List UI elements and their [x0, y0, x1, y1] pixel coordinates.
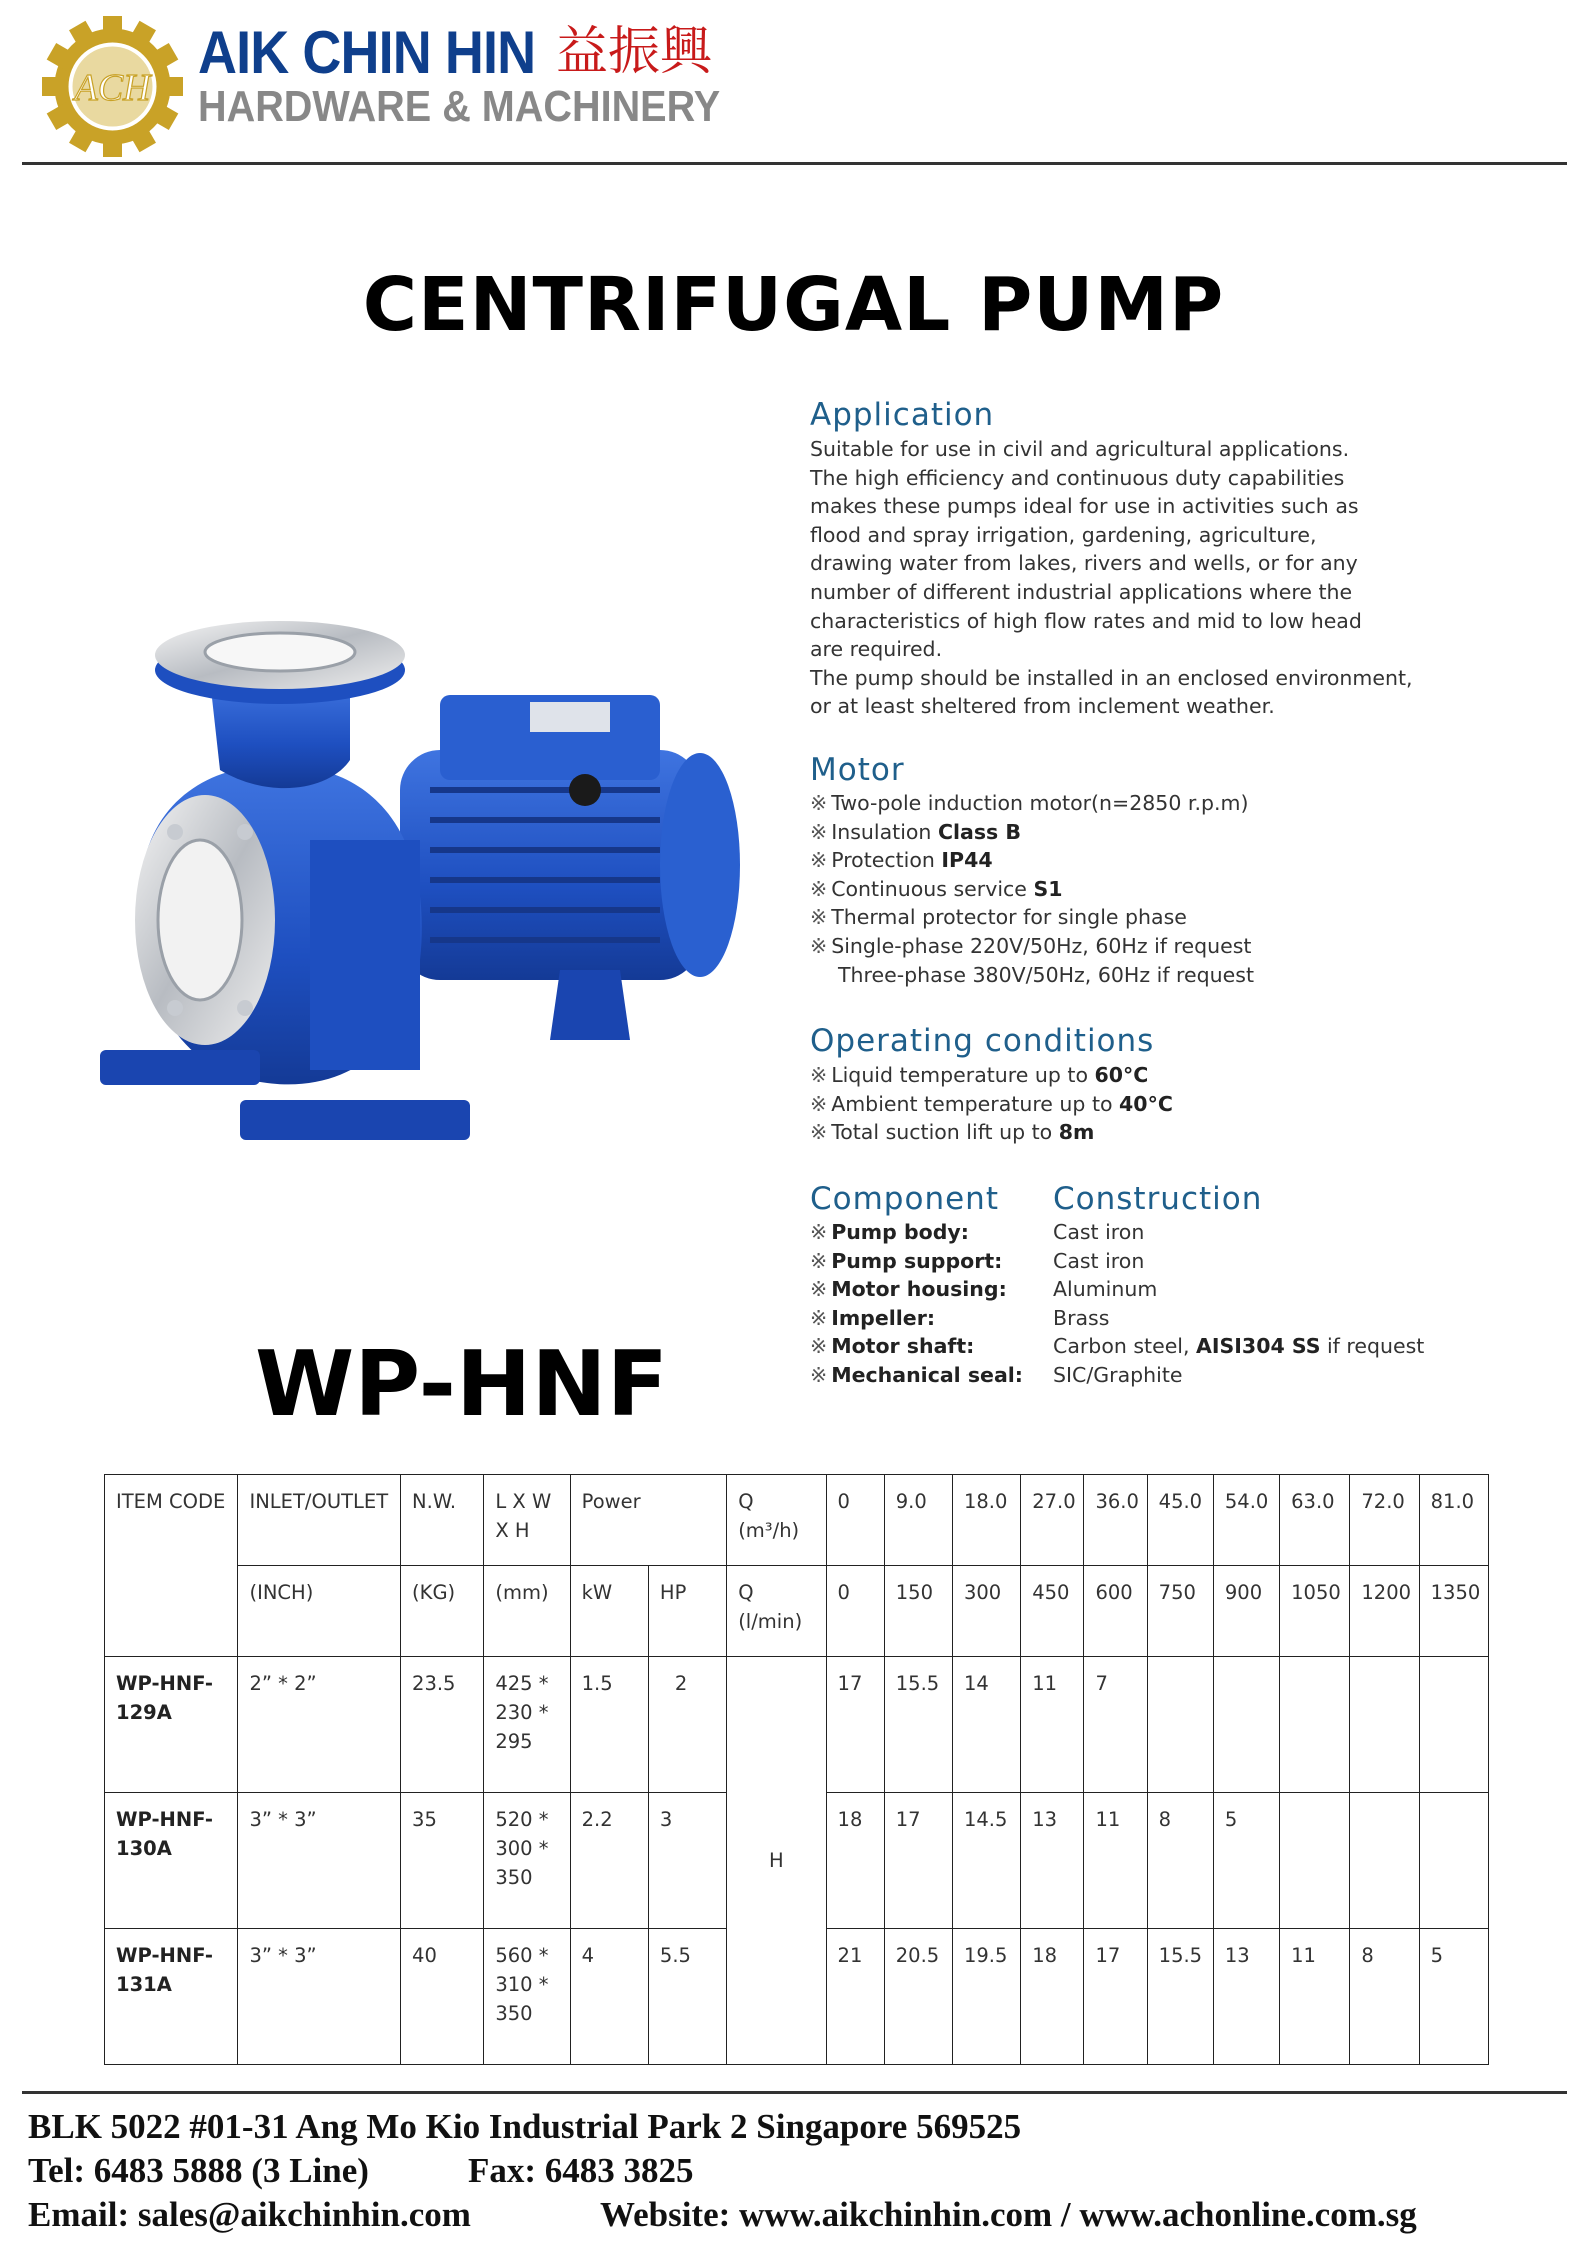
footer-tel: Tel: 6483 5888 (3 Line): [28, 2151, 369, 2190]
list-item: Brass: [1053, 1305, 1110, 1330]
hp-cell: 2: [648, 1657, 726, 1793]
head-value-cell: 11: [1280, 1929, 1350, 2065]
table-header-cell: Power: [570, 1475, 727, 1566]
reference-mark-icon: ※: [810, 1120, 828, 1145]
application-line: makes these pumps ideal for use in activities such as: [810, 494, 1359, 519]
inlet-cell: 3” * 3”: [238, 1929, 401, 2065]
head-value-cell: [1419, 1657, 1488, 1793]
head-value-cell: [1350, 1657, 1419, 1793]
head-value-cell: 13: [1213, 1929, 1279, 2065]
flow-m3h-cell: 18.0: [952, 1475, 1020, 1566]
logo-text: ACH: [74, 67, 151, 109]
footer-divider: [22, 2091, 1567, 2094]
head-value-cell: 8: [1147, 1793, 1213, 1929]
list-item: ※ Mechanical seal:: [810, 1362, 1024, 1387]
footer-website: Website: www.aikchinhin.com / www.achonline.com.sg: [600, 2195, 1417, 2234]
weight-cell: 40: [401, 1929, 484, 2065]
list-item: ※ Impeller:: [810, 1305, 936, 1330]
brand-cjk-name: 益振興: [556, 22, 713, 82]
component-heading: Component: [810, 1181, 999, 1217]
flow-m3h-cell: 72.0: [1350, 1475, 1419, 1566]
flow-m3h-cell: 9.0: [884, 1475, 952, 1566]
list-item: Aluminum: [1053, 1277, 1158, 1302]
table-unit-cell: kW: [570, 1566, 648, 1657]
head-value-cell: 18: [826, 1793, 884, 1929]
table-header-cell: INLET/OUTLET: [238, 1475, 401, 1566]
table-header-cell: ITEM CODE: [105, 1475, 238, 1657]
list-item-continuation: Three-phase 380V/50Hz, 60Hz if request: [838, 962, 1254, 987]
flow-m3h-cell: 36.0: [1084, 1475, 1147, 1566]
list-item: ※ Thermal protector for single phase: [810, 905, 1187, 930]
item-code-cell: WP-HNF- 130A: [105, 1793, 238, 1929]
flow-m3h-cell: 27.0: [1021, 1475, 1084, 1566]
head-value-cell: 8: [1350, 1929, 1419, 2065]
application-line: flood and spray irrigation, gardening, agriculture,: [810, 522, 1317, 547]
construction-list: [1053, 1218, 1424, 1390]
hp-cell: 3: [648, 1793, 726, 1929]
flow-lmin-cell: 0: [826, 1566, 884, 1657]
flow-lmin-cell: 150: [884, 1566, 952, 1657]
dimension-cell: 520 * 300 * 350: [484, 1793, 570, 1929]
list-item: ※ Two-pole induction motor(n=2850 r.p.m): [810, 791, 1249, 815]
list-item: ※ Liquid temperature up to 60°C: [810, 1063, 1149, 1087]
application-heading: Application: [810, 397, 995, 433]
reference-mark-icon: ※: [810, 876, 828, 901]
list-item: ※ Single-phase 220V/50Hz, 60Hz if request: [810, 933, 1252, 958]
reference-mark-icon: ※: [810, 848, 828, 873]
table-unit-cell: HP: [648, 1566, 726, 1657]
dimension-cell: 560 * 310 * 350: [484, 1929, 570, 2065]
kw-cell: 4: [570, 1929, 648, 2065]
table-header-cell: L X W X H: [484, 1475, 570, 1566]
head-value-cell: 18: [1021, 1929, 1084, 2065]
application-line: Suitable for use in civil and agricultural applications.: [810, 437, 1350, 461]
application-line: The high efficiency and continuous duty capabilities: [810, 465, 1345, 490]
list-item: Cast iron: [1053, 1220, 1145, 1244]
head-value-cell: 20.5: [884, 1929, 952, 2065]
motor-list: [810, 789, 1254, 989]
application-line: or at least sheltered from inclement weather.: [810, 694, 1275, 719]
reference-mark-icon: ※: [810, 791, 828, 815]
flow-m3h-cell: 54.0: [1213, 1475, 1279, 1566]
table-header-row: [105, 1475, 1489, 1566]
head-value-cell: 21: [826, 1929, 884, 2065]
flow-m3h-cell: 81.0: [1419, 1475, 1488, 1566]
table-unit-cell: (INCH): [238, 1566, 401, 1657]
head-value-cell: [1280, 1793, 1350, 1929]
kw-cell: 1.5: [570, 1657, 648, 1793]
inlet-cell: 3” * 3”: [238, 1793, 401, 1929]
list-item: SIC/Graphite: [1053, 1362, 1183, 1387]
reference-mark-icon: ※: [810, 819, 828, 844]
head-value-cell: 17: [1084, 1929, 1147, 2065]
pump-product-image: [100, 600, 760, 1220]
weight-cell: 23.5: [401, 1657, 484, 1793]
reference-mark-icon: ※: [810, 933, 828, 958]
hp-cell: 5.5: [648, 1929, 726, 2065]
head-value-cell: 11: [1084, 1793, 1147, 1929]
reference-mark-icon: ※: [810, 905, 828, 930]
head-value-cell: 19.5: [952, 1929, 1020, 2065]
list-item: ※ Pump support:: [810, 1248, 1003, 1273]
reference-mark-icon: ※: [810, 1277, 828, 1302]
head-value-cell: 17: [884, 1793, 952, 1929]
motor-heading: Motor: [810, 752, 905, 788]
head-value-cell: 7: [1084, 1657, 1147, 1793]
list-item: ※ Protection IP44: [810, 848, 993, 873]
table-header-cell: N.W.: [401, 1475, 484, 1566]
head-value-cell: 11: [1021, 1657, 1084, 1793]
application-line: are required.: [810, 637, 943, 662]
table-header-row: [105, 1566, 1489, 1657]
application-line: drawing water from lakes, rivers and wells, or for any: [810, 551, 1358, 576]
list-item: ※ Continuous service S1: [810, 876, 1063, 901]
head-label-cell: H: [727, 1657, 826, 2065]
table-unit-cell: (mm): [484, 1566, 570, 1657]
footer-address: BLK 5022 #01-31 Ang Mo Kio Industrial Park 2 Singapore 569525: [28, 2107, 1022, 2146]
page-title: CENTRIFUGAL PUMP: [362, 262, 1225, 348]
operating-heading: Operating conditions: [810, 1023, 1155, 1059]
table-unit-cell: (KG): [401, 1566, 484, 1657]
flow-lmin-cell: 600: [1084, 1566, 1147, 1657]
footer-email: Email: sales@aikchinhin.com: [28, 2195, 471, 2234]
inlet-cell: 2” * 2”: [238, 1657, 401, 1793]
list-item: ※ Motor shaft:: [810, 1334, 975, 1359]
company-logo: [40, 14, 185, 159]
reference-mark-icon: ※: [810, 1305, 828, 1330]
list-item: ※ Total suction lift up to 8m: [810, 1120, 1095, 1145]
flow-m3h-cell: 45.0: [1147, 1475, 1213, 1566]
brand-subtitle: HARDWARE & MACHINERY: [198, 82, 721, 131]
flow-lmin-cell: 1350: [1419, 1566, 1488, 1657]
header-divider: [22, 162, 1567, 165]
flow-lmin-cell: 450: [1021, 1566, 1084, 1657]
component-list: [810, 1218, 1023, 1390]
footer-fax: Fax: 6483 3825: [468, 2151, 694, 2190]
head-value-cell: 5: [1419, 1929, 1488, 2065]
flow-lmin-cell: 900: [1213, 1566, 1279, 1657]
construction-heading: Construction: [1053, 1181, 1263, 1217]
head-value-cell: 5: [1213, 1793, 1279, 1929]
flow-m3h-cell: 0: [826, 1475, 884, 1566]
flow-lmin-cell: 1200: [1350, 1566, 1419, 1657]
application-line: number of different industrial applications where the: [810, 579, 1353, 604]
kw-cell: 2.2: [570, 1793, 648, 1929]
head-value-cell: 14.5: [952, 1793, 1020, 1929]
flow-m3h-cell: 63.0: [1280, 1475, 1350, 1566]
reference-mark-icon: ※: [810, 1091, 828, 1116]
list-item: ※ Pump body:: [810, 1220, 969, 1244]
head-value-cell: 13: [1021, 1793, 1084, 1929]
flow-lmin-cell: 1050: [1280, 1566, 1350, 1657]
head-value-cell: 15.5: [1147, 1929, 1213, 2065]
head-value-cell: [1147, 1657, 1213, 1793]
flow-lmin-cell: 750: [1147, 1566, 1213, 1657]
head-value-cell: [1419, 1793, 1488, 1929]
table-row: [105, 1657, 1489, 1793]
model-title: WP-HNF: [255, 1332, 669, 1437]
list-item: ※ Motor housing:: [810, 1277, 1007, 1302]
table-unit-cell: Q (l/min): [727, 1566, 826, 1657]
list-item: Carbon steel, AISI304 SS if request: [1053, 1334, 1425, 1359]
weight-cell: 35: [401, 1793, 484, 1929]
head-value-cell: 17: [826, 1657, 884, 1793]
list-item: ※ Ambient temperature up to 40°C: [810, 1091, 1173, 1116]
operating-list: [810, 1061, 1173, 1147]
reference-mark-icon: ※: [810, 1362, 828, 1387]
application-line: characteristics of high flow rates and mid to low head: [810, 608, 1362, 633]
head-value-cell: [1280, 1657, 1350, 1793]
head-value-cell: 14: [952, 1657, 1020, 1793]
brand-name: AIK CHIN HIN: [198, 19, 536, 86]
performance-table: [104, 1474, 1489, 2065]
reference-mark-icon: ※: [810, 1248, 828, 1273]
item-code-cell: WP-HNF- 129A: [105, 1657, 238, 1793]
table-header-cell: Q (m³/h): [727, 1475, 826, 1566]
flow-lmin-cell: 300: [952, 1566, 1020, 1657]
list-item: ※ Insulation Class B: [810, 819, 1022, 844]
list-item: Cast iron: [1053, 1248, 1145, 1273]
reference-mark-icon: ※: [810, 1334, 828, 1359]
head-value-cell: [1350, 1793, 1419, 1929]
dimension-cell: 425 * 230 * 295: [484, 1657, 570, 1793]
head-value-cell: 15.5: [884, 1657, 952, 1793]
reference-mark-icon: ※: [810, 1220, 828, 1244]
item-code-cell: WP-HNF- 131A: [105, 1929, 238, 2065]
reference-mark-icon: ※: [810, 1063, 828, 1087]
head-value-cell: [1213, 1657, 1279, 1793]
application-text: [810, 435, 1413, 721]
application-line: The pump should be installed in an enclosed environment,: [810, 665, 1413, 690]
